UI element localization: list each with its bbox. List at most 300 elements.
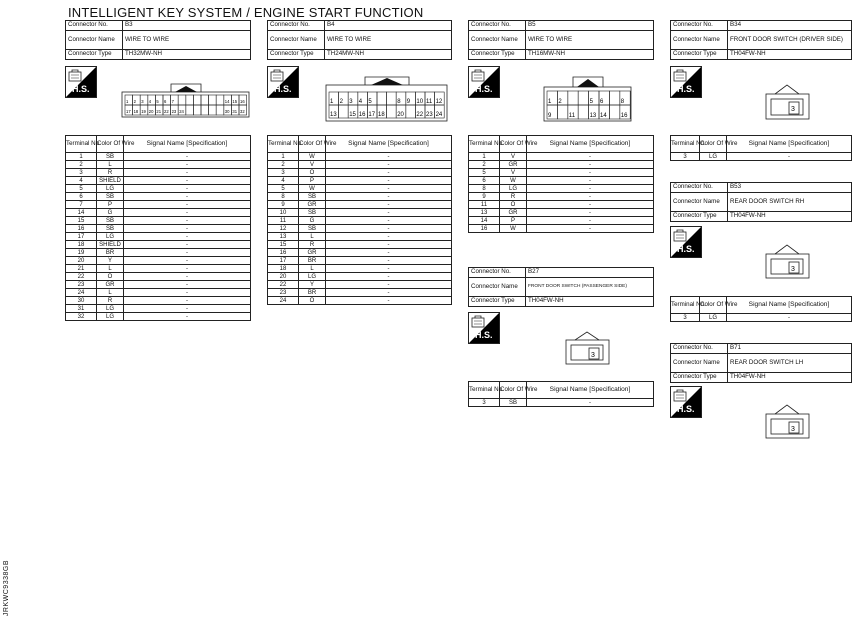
wire-color-cell: P [97, 201, 124, 209]
pin-cell [201, 105, 209, 115]
label-connector-name: Connector Name [671, 31, 728, 50]
wire-color-cell: L [97, 161, 124, 169]
connector-name-value: WIRE TO WIRE [123, 31, 251, 50]
terminal-no-cell: 20 [66, 257, 97, 265]
wire-color-cell: O [500, 201, 527, 209]
pin-cell [193, 95, 201, 105]
connector-type-value: TH04FW-NH [728, 50, 852, 60]
pin-label: 24 [179, 109, 184, 114]
table-row [268, 289, 452, 297]
label-connector-type: Connector Type [469, 50, 526, 60]
hs-label: H.S. [475, 330, 493, 340]
signal-name-cell: - [326, 217, 452, 225]
wire-color-cell: SB [97, 225, 124, 233]
wire-color-cell: SB [299, 225, 326, 233]
pin-cell [557, 105, 567, 119]
wire-color-cell: W [500, 177, 527, 185]
terminal-no-cell: 3 [66, 169, 97, 177]
wire-color-cell: SB [299, 193, 326, 201]
terminal-no-cell: 15 [66, 217, 97, 225]
terminal-no-cell: 8 [469, 185, 500, 193]
terminal-no-cell: 3 [268, 169, 299, 177]
pin-label: 2 [558, 99, 562, 105]
pin-label: 19 [141, 109, 146, 114]
table-row [66, 153, 251, 161]
signal-name-cell: - [326, 161, 452, 169]
label-connector-no: Connector No. [66, 21, 123, 31]
wire-color-cell: GR [97, 281, 124, 289]
signal-name-cell: - [124, 281, 251, 289]
signal-name-cell: - [326, 289, 452, 297]
table-row [671, 314, 852, 322]
pin-label: 6 [164, 99, 167, 104]
terminal-no-cell: 30 [66, 297, 97, 305]
pin-label: 31 [232, 109, 238, 114]
table-row [66, 169, 251, 177]
col-color-of-wire: Color Of Wire [500, 136, 527, 153]
wire-color-cell: SB [500, 399, 527, 407]
pin-label: 10 [416, 99, 424, 105]
signal-name-cell: - [124, 265, 251, 273]
table-row [268, 297, 452, 305]
pin-cell [186, 95, 194, 105]
pin-label: 3 [141, 99, 144, 104]
connector-b4-info [267, 20, 452, 60]
table-row [66, 225, 251, 233]
signal-name-cell: - [124, 169, 251, 177]
signal-name-cell: - [326, 265, 452, 273]
wire-color-cell: LG [700, 153, 727, 161]
terminal-no-cell: 6 [66, 193, 97, 201]
signal-name-cell: - [124, 305, 251, 313]
signal-name-cell: - [124, 273, 251, 281]
pin-label: 20 [148, 109, 154, 114]
connector-b4-diagram [325, 73, 449, 123]
signal-name-cell: - [527, 161, 654, 169]
signal-name-cell: - [124, 153, 251, 161]
pin-label: 24 [435, 112, 443, 118]
wire-color-cell: BR [299, 257, 326, 265]
terminal-no-cell: 14 [469, 217, 500, 225]
terminal-no-cell: 16 [268, 249, 299, 257]
pin-label: 7 [171, 99, 174, 104]
label-connector-type: Connector Type [671, 373, 728, 383]
wire-color-cell: LG [500, 185, 527, 193]
terminal-no-cell: 21 [66, 265, 97, 273]
table-row [469, 185, 654, 193]
terminal-no-cell: 24 [268, 297, 299, 305]
signal-name-cell: - [124, 257, 251, 265]
terminal-no-cell: 3 [671, 314, 700, 322]
terminal-no-cell: 1 [469, 153, 500, 161]
table-row [66, 217, 251, 225]
pin-label: 13 [330, 112, 337, 118]
pin-label: 1 [126, 99, 129, 104]
hs-label: H.S. [72, 84, 90, 94]
signal-name-cell: - [124, 217, 251, 225]
wire-color-cell: R [97, 297, 124, 305]
connector-b34-diagram [765, 82, 810, 120]
wire-color-cell: Y [299, 281, 326, 289]
signal-name-cell: - [124, 177, 251, 185]
pin-cell [216, 95, 224, 105]
wire-color-cell: L [299, 265, 326, 273]
wire-color-cell: L [299, 233, 326, 241]
col-terminal-no: Terminal No. [469, 382, 500, 399]
signal-name-cell: - [727, 314, 852, 322]
signal-name-cell: - [326, 249, 452, 257]
hs-label: H.S. [677, 84, 695, 94]
wire-color-cell: BR [299, 289, 326, 297]
connector-b34-info [670, 20, 852, 60]
terminal-no-cell: 23 [66, 281, 97, 289]
table-row [469, 193, 654, 201]
table-row [66, 209, 251, 217]
terminal-no-cell: 10 [268, 209, 299, 217]
page-title: INTELLIGENT KEY SYSTEM / ENGINE START FUNCTION [68, 5, 424, 20]
pin-label: 1 [548, 99, 552, 105]
connector-b27-terminal-table [468, 381, 654, 407]
pin-label: 15 [349, 112, 356, 118]
pin-label: 12 [435, 99, 443, 105]
label-connector-type: Connector Type [469, 297, 526, 307]
terminal-no-cell: 1 [268, 153, 299, 161]
table-row [469, 177, 654, 185]
connector-b71-diagram [765, 403, 810, 439]
table-row [268, 201, 452, 209]
table-row [671, 153, 852, 161]
col-signal-name: Signal Name [Specification] [727, 136, 852, 153]
col-signal-name: Signal Name [Specification] [326, 136, 452, 153]
connector-type-value: TH04FW-NH [728, 212, 852, 222]
table-row [268, 217, 452, 225]
table-row [66, 313, 251, 321]
terminal-no-cell: 23 [268, 289, 299, 297]
table-row [268, 273, 452, 281]
pin-cell [406, 105, 416, 118]
hs-label: H.S. [475, 84, 493, 94]
pin-label: 11 [568, 113, 576, 119]
pin-label: 9 [406, 99, 411, 105]
connector-type-value: TH24MW-NH [325, 50, 452, 60]
signal-name-cell: - [527, 177, 654, 185]
wire-color-cell: SHIELD [97, 177, 124, 185]
label-connector-no: Connector No. [268, 21, 325, 31]
pin-label: 9 [548, 113, 552, 119]
terminal-no-cell: 14 [66, 209, 97, 217]
wire-color-cell: GR [299, 249, 326, 257]
pin-label: 18 [378, 112, 385, 118]
terminal-no-cell: 12 [268, 225, 299, 233]
wire-color-cell: V [500, 169, 527, 177]
terminal-no-cell: 11 [268, 217, 299, 225]
signal-name-cell: - [527, 225, 654, 233]
table-row [66, 233, 251, 241]
connector-no-value: B27 [526, 268, 654, 278]
wire-color-cell: W [299, 153, 326, 161]
signal-name-cell: - [727, 153, 852, 161]
table-row [268, 249, 452, 257]
wire-color-cell: LG [97, 313, 124, 321]
wire-color-cell: W [500, 225, 527, 233]
signal-name-cell: - [326, 201, 452, 209]
table-row [66, 273, 251, 281]
pin-cell [339, 105, 349, 118]
terminal-no-cell: 2 [66, 161, 97, 169]
connector-no-value: B71 [728, 344, 852, 354]
wire-color-cell: R [97, 169, 124, 177]
signal-name-cell: - [527, 209, 654, 217]
connector-no-value: B34 [728, 21, 852, 31]
connector-no-value: B3 [123, 21, 251, 31]
pin-label: 17 [368, 112, 376, 118]
terminal-no-cell: 1 [66, 153, 97, 161]
connector-b3-terminal-table [65, 135, 251, 321]
pin-cell [578, 91, 588, 105]
pin-cell [387, 105, 397, 118]
connector-b4-terminal-table [267, 135, 452, 305]
signal-name-cell: - [326, 193, 452, 201]
pin-label: 5 [589, 99, 593, 105]
col-color-of-wire: Color Of Wire [700, 297, 727, 314]
signal-name-cell: - [326, 241, 452, 249]
pin-label: 14 [224, 99, 230, 104]
hs-icon [267, 66, 299, 98]
wire-color-cell: P [299, 177, 326, 185]
terminal-no-cell: 7 [66, 201, 97, 209]
connector-b53-info [670, 182, 852, 222]
label-connector-no: Connector No. [469, 21, 526, 31]
col-terminal-no: Terminal No. [268, 136, 299, 153]
signal-name-cell: - [124, 209, 251, 217]
pin-label: 32 [240, 109, 245, 114]
connector-b71-info [670, 343, 852, 383]
table-row [66, 185, 251, 193]
pin-label: 20 [397, 112, 404, 118]
connector-name-value: WIRE TO WIRE [325, 31, 452, 50]
connector-type-value: TH04FW-NH [526, 297, 654, 307]
wire-color-cell: SB [97, 217, 124, 225]
signal-name-cell: - [326, 281, 452, 289]
label-connector-type: Connector Type [671, 50, 728, 60]
connector-type-value: TH04FW-NH [728, 373, 852, 383]
terminal-no-cell: 4 [268, 177, 299, 185]
hs-icon [65, 66, 97, 98]
table-row [268, 233, 452, 241]
label-connector-name: Connector Name [268, 31, 325, 50]
connector-no-value: B53 [728, 183, 852, 193]
pin-label: 22 [164, 109, 169, 114]
wire-color-cell: BR [97, 249, 124, 257]
terminal-no-cell: 6 [469, 177, 500, 185]
table-row [268, 177, 452, 185]
signal-name-cell: - [326, 273, 452, 281]
connector-b53-diagram [765, 243, 810, 279]
terminal-no-cell: 9 [268, 201, 299, 209]
pin-label: 8 [397, 99, 401, 105]
wire-color-cell: SB [97, 193, 124, 201]
wire-color-cell: SB [97, 153, 124, 161]
table-row [469, 153, 654, 161]
wire-color-cell: L [97, 289, 124, 297]
label-connector-name: Connector Name [469, 278, 526, 297]
signal-name-cell: - [124, 313, 251, 321]
wire-color-cell: GR [299, 201, 326, 209]
pin-cell [201, 95, 209, 105]
table-row [268, 161, 452, 169]
pin-cell [578, 105, 588, 119]
signal-name-cell: - [326, 297, 452, 305]
table-row [66, 289, 251, 297]
table-row [268, 169, 452, 177]
table-row [268, 193, 452, 201]
label-connector-type: Connector Type [66, 50, 123, 60]
connector-b53-terminal-table [670, 296, 852, 322]
signal-name-cell: - [124, 185, 251, 193]
table-row [66, 297, 251, 305]
connector-name-value: FRONT DOOR SWITCH (PASSENGER SIDE) [526, 278, 654, 297]
pin-cell [216, 105, 224, 115]
signal-name-cell: - [124, 289, 251, 297]
pin-label: 6 [600, 99, 604, 105]
col-terminal-no: Terminal No. [66, 136, 97, 153]
connector-name-value: REAR DOOR SWITCH LH [728, 354, 852, 373]
terminal-no-cell: 16 [66, 225, 97, 233]
pin-label: 3 [791, 106, 795, 113]
pin-label: 23 [426, 112, 433, 118]
terminal-no-cell: 15 [268, 241, 299, 249]
pin-label: 14 [600, 113, 607, 119]
signal-name-cell: - [326, 225, 452, 233]
terminal-no-cell: 31 [66, 305, 97, 313]
table-row [66, 241, 251, 249]
side-code: JRKWC9338GB [3, 560, 10, 617]
terminal-no-cell: 3 [469, 399, 500, 407]
connector-no-value: B5 [526, 21, 654, 31]
wire-color-cell: O [97, 273, 124, 281]
wire-color-cell: L [97, 265, 124, 273]
hs-icon [670, 226, 702, 258]
connector-b3-diagram [121, 80, 251, 118]
terminal-no-cell: 16 [469, 225, 500, 233]
table-row [268, 153, 452, 161]
signal-name-cell: - [527, 185, 654, 193]
wire-color-cell: O [299, 297, 326, 305]
terminal-no-cell: 17 [268, 257, 299, 265]
label-connector-no: Connector No. [469, 268, 526, 278]
terminal-no-cell: 5 [66, 185, 97, 193]
terminal-no-cell: 11 [469, 201, 500, 209]
terminal-no-cell: 32 [66, 313, 97, 321]
wire-color-cell: LG [700, 314, 727, 322]
terminal-no-cell: 22 [268, 281, 299, 289]
terminal-no-cell: 4 [66, 177, 97, 185]
wire-color-cell: LG [299, 273, 326, 281]
signal-name-cell: - [124, 249, 251, 257]
hs-icon [670, 66, 702, 98]
wire-color-cell: LG [97, 233, 124, 241]
hs-label: H.S. [677, 404, 695, 414]
pin-label: 16 [620, 113, 628, 119]
table-row [66, 201, 251, 209]
hs-label: H.S. [677, 244, 695, 254]
connector-b5-diagram [543, 73, 633, 123]
signal-name-cell: - [326, 185, 452, 193]
table-row [469, 225, 654, 233]
signal-name-cell: - [124, 161, 251, 169]
label-connector-type: Connector Type [671, 212, 728, 222]
signal-name-cell: - [326, 209, 452, 217]
col-color-of-wire: Color Of Wire [97, 136, 124, 153]
wire-color-cell: V [500, 153, 527, 161]
wire-color-cell: SHIELD [97, 241, 124, 249]
pin-label: 18 [133, 109, 139, 114]
signal-name-cell: - [124, 241, 251, 249]
wire-color-cell: SB [299, 209, 326, 217]
table-row [469, 201, 654, 209]
connector-no-value: B4 [325, 21, 452, 31]
table-row [66, 177, 251, 185]
hs-icon [468, 66, 500, 98]
wire-color-cell: Y [97, 257, 124, 265]
signal-name-cell: - [326, 257, 452, 265]
table-row [66, 249, 251, 257]
wire-color-cell: GR [500, 161, 527, 169]
table-row [268, 241, 452, 249]
connector-b5-info [468, 20, 654, 60]
wire-color-cell: G [299, 217, 326, 225]
connector-name-value: FRONT DOOR SWITCH (DRIVER SIDE) [728, 31, 852, 50]
pin-label: 13 [589, 113, 597, 119]
signal-name-cell: - [527, 153, 654, 161]
col-signal-name: Signal Name [Specification] [727, 297, 852, 314]
signal-name-cell: - [527, 399, 654, 407]
pin-label: 11 [426, 99, 433, 105]
hs-icon [670, 386, 702, 418]
pin-label: 21 [156, 109, 162, 114]
pin-cell [209, 105, 217, 115]
pin-cell [178, 95, 186, 105]
hs-label: H.S. [274, 84, 292, 94]
connector-b3-info [65, 20, 251, 60]
table-row [469, 169, 654, 177]
terminal-no-cell: 17 [66, 233, 97, 241]
label-connector-name: Connector Name [66, 31, 123, 50]
table-row [469, 161, 654, 169]
label-connector-name: Connector Name [469, 31, 526, 50]
col-terminal-no: Terminal No. [469, 136, 500, 153]
pin-label: 16 [240, 99, 245, 104]
signal-name-cell: - [326, 153, 452, 161]
pin-label: 2 [133, 99, 136, 104]
signal-name-cell: - [124, 233, 251, 241]
table-row [469, 209, 654, 217]
label-connector-no: Connector No. [671, 21, 728, 31]
table-row [268, 209, 452, 217]
wire-color-cell: G [97, 209, 124, 217]
terminal-no-cell: 5 [469, 169, 500, 177]
table-row [268, 185, 452, 193]
table-row [66, 193, 251, 201]
terminal-no-cell: 2 [268, 161, 299, 169]
terminal-no-cell: 19 [66, 249, 97, 257]
pin-label: 4 [148, 99, 152, 104]
pin-cell [193, 105, 201, 115]
pin-label: 16 [358, 112, 366, 118]
connector-b27-diagram [565, 330, 610, 365]
col-signal-name: Signal Name [Specification] [527, 136, 654, 153]
connector-type-value: TH16MW-NH [526, 50, 654, 60]
